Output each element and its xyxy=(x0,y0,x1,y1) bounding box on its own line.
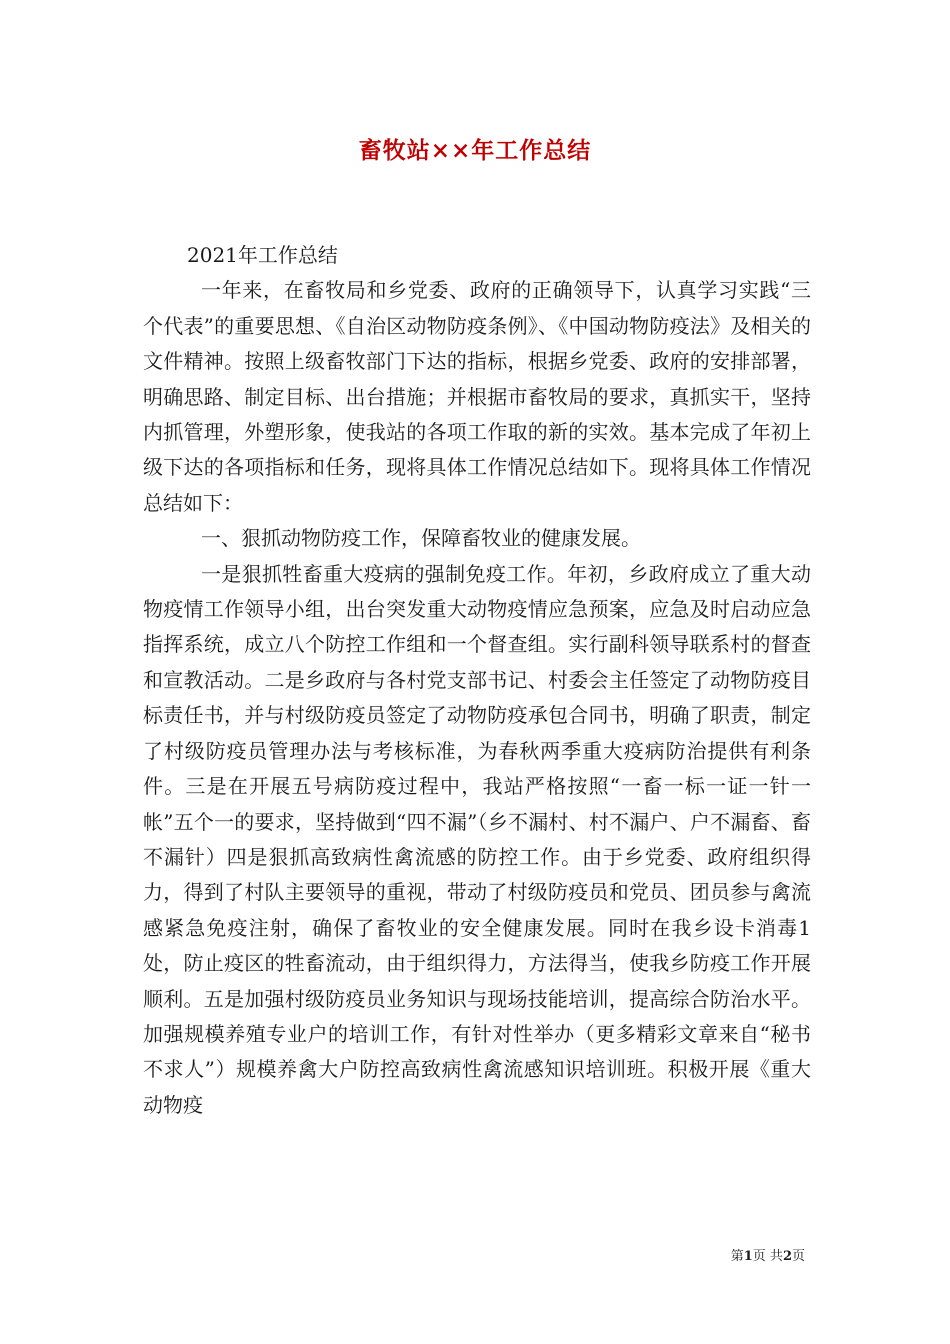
section-heading: 一、狠抓动物防疫工作，保障畜牧业的健康发展。 xyxy=(201,526,641,551)
document-title: 畜牧站××年工作总结 xyxy=(358,137,592,164)
footer-suffix: 页 xyxy=(791,1249,805,1264)
document-subtitle: 2021年工作总结 xyxy=(187,243,338,267)
current-page-number: 1 xyxy=(743,1249,753,1264)
footer-middle: 页 共 xyxy=(752,1249,783,1264)
footer-prefix: 第 xyxy=(730,1249,744,1264)
page-number-footer xyxy=(731,1245,805,1264)
paragraph-intro: 一年来，在畜牧局和乡党委、政府的正确领导下，认真学习实践“三个代表”的重要思想、《自治区动物防疫条例》、《中国动物防疫法》及相关的文件精神。按照上级畜牧部门下达的指标，根据乡党委、政府的安排部署，明确思路、制定目标、出台措施；并根据市畜牧局的要求，真抓实干，坚持内抓管理，外塑形象，使我站的各项工作取的新的实效。基本完成了年初上级下达的各项指标和任务，现将具体工作情况总结如下。现将具体工作情况总结如下： xyxy=(143,278,811,515)
paragraph-details: 一是狠抓牲畜重大疫病的强制免疫工作。年初，乡政府成立了重大动物疫情工作领导小组，出台突发重大动物疫情应急预案，应急及时启动应急指挥系统，成立八个防控工作组和一个督查组。实行副科领导联系村的督查和宣教活动。二是乡政府与各村党支部书记、村委会主任签定了动物防疫目标责任书，并与村级防疫员签定了动物防疫承包合同书，明确了职责，制定了村级防疫员管理办法与考核标准，为春秋两季重大疫病防治提供有利条件。三是在开展五号病防疫过程中，我站严格按照“一畜一标一证一针一帐”五个一的要求，坚持做到“四不漏”（乡不漏村、村不漏户、户不漏畜、畜不漏针）四是狠抓高致病性禽流感的防控工作。由于乡党委、政府组织得力，得到了村队主要领导的重视，带动了村级防疫员和党员、团员参与禽流感紧急免疫注射，确保了畜牧业的安全健康发展。同时在我乡设卡消毒1处，防止疫区的牲畜流动，由于组织得力，方法得当，使我乡防疫工作开展顺利。五是加强村级防疫员业务知识与现场技能培训，提高综合防治水平。加强规模养殖专业户的培训工作，有针对性举办（更多精彩文章来自“秘书不求人”）规模养禽大户防控高致病性禽流感知识培训班。积极开展《重大动物疫 xyxy=(143,561,811,1117)
document-body xyxy=(143,238,811,1123)
total-page-count: 2 xyxy=(782,1249,792,1264)
